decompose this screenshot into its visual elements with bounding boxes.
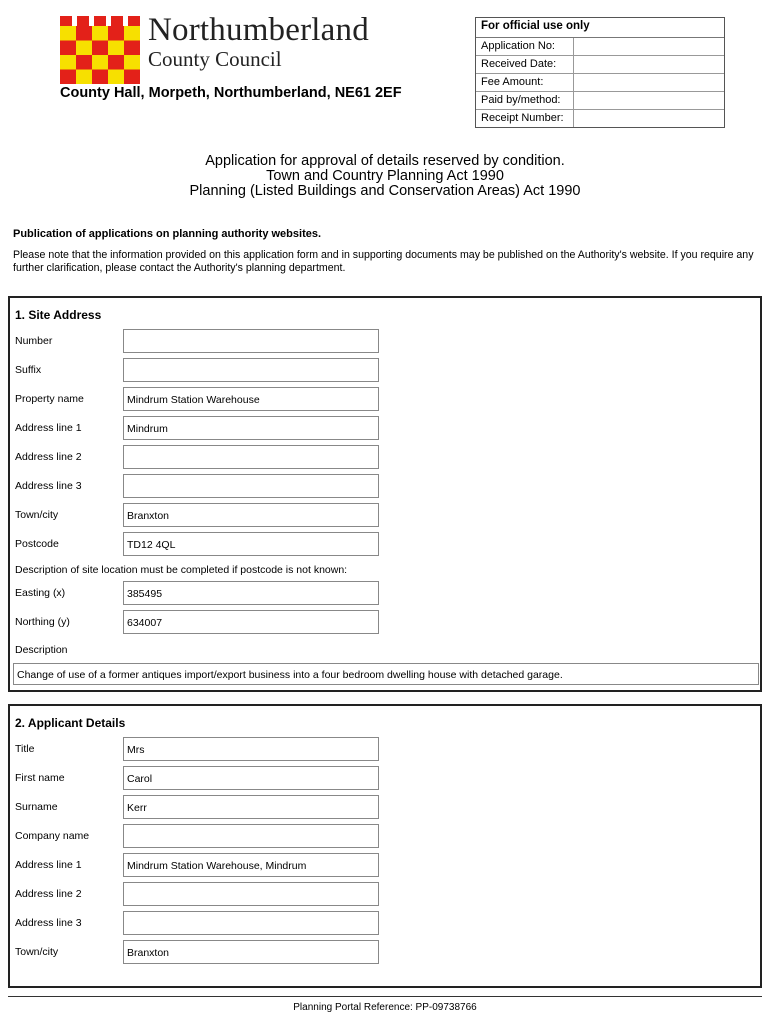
applicant-town-city-input[interactable]: Branxton [123,940,379,964]
town-city-input[interactable]: Branxton [123,503,379,527]
field-label: Town/city [15,509,59,521]
official-label: Received Date: [476,56,574,73]
field-label: Suffix [15,364,42,376]
applicant-address-line-3-input[interactable] [123,911,379,935]
org-name: Northumberland [148,12,369,48]
description-input[interactable]: Change of use of a former antiques import/export business into a four bedroom dwelling house with detached garage. [13,663,759,685]
surname-input[interactable]: Kerr [123,795,379,819]
field-label: Easting (x) [15,587,66,599]
logo-crenellation [60,16,140,26]
form-title-line: Town and Country Planning Act 1990 [266,168,504,184]
official-row [476,56,724,74]
field-label: Company name [15,830,90,842]
description-label: Description [15,644,68,656]
northing-input[interactable]: 634007 [123,610,379,634]
company-name-input[interactable] [123,824,379,848]
field-label: Address line 3 [15,917,82,929]
official-row [476,38,724,56]
publication-heading: Publication of applications on planning authority websites. [13,228,322,240]
official-value [574,74,724,91]
applicant-details-section [8,704,762,988]
first-name-input[interactable]: Carol [123,766,379,790]
council-address: County Hall, Morpeth, Northumberland, NE61 2EF [60,85,402,101]
site-address-section [8,296,762,692]
property-name-input[interactable]: Mindrum Station Warehouse [123,387,379,411]
field-label: Address line 3 [15,480,82,492]
title-input[interactable]: Mrs [123,737,379,761]
official-label: Receipt Number: [476,110,574,127]
number-input[interactable] [123,329,379,353]
applicant-address-line-2-input[interactable] [123,882,379,906]
org-subtitle: County Council [148,47,282,71]
postcode-input[interactable]: TD12 4QL [123,532,379,556]
logo-checks [60,26,140,84]
field-label: Surname [15,801,58,813]
official-use-title: For official use only [476,18,724,38]
publication-text: Please note that the information provided on this application form and in supporting documents may be published on the Authority's website. If you require any further clarification, please contact the Authority's planning department. [13,249,754,274]
field-label: Address line 1 [15,422,82,434]
field-label: Address line 1 [15,859,82,871]
section-title: 1. Site Address [15,308,102,322]
address-line-1-input[interactable]: Mindrum [123,416,379,440]
field-label: Property name [15,393,84,405]
applicant-address-line-1-input[interactable]: Mindrum Station Warehouse, Mindrum [123,853,379,877]
suffix-input[interactable] [123,358,379,382]
field-label: Number [15,335,53,347]
official-row [476,110,724,127]
official-value [574,92,724,109]
field-label: Northing (y) [15,616,70,628]
easting-input[interactable]: 385495 [123,581,379,605]
footer-divider [8,996,762,997]
official-value [574,38,724,55]
form-title-line: Application for approval of details reserved by condition. [205,153,565,169]
field-label: Postcode [15,538,59,550]
address-line-3-input[interactable] [123,474,379,498]
official-value [574,110,724,127]
location-note: Description of site location must be completed if postcode is not known: [15,564,348,576]
council-logo [60,16,140,84]
official-label: Application No: [476,38,574,55]
field-label: Address line 2 [15,451,82,463]
section-title: 2. Applicant Details [15,716,126,730]
official-label: Fee Amount: [476,74,574,91]
form-title [0,154,770,199]
official-row [476,92,724,110]
portal-reference: Planning Portal Reference: PP-09738766 [293,1002,477,1013]
field-label: Town/city [15,946,59,958]
official-row [476,74,724,92]
official-label: Paid by/method: [476,92,574,109]
field-label: Address line 2 [15,888,82,900]
field-label: Title [15,743,35,755]
official-use-box [475,17,725,128]
address-line-2-input[interactable] [123,445,379,469]
official-value [574,56,724,73]
field-label: First name [15,772,65,784]
form-title-line: Planning (Listed Buildings and Conservation Areas) Act 1990 [189,183,581,199]
